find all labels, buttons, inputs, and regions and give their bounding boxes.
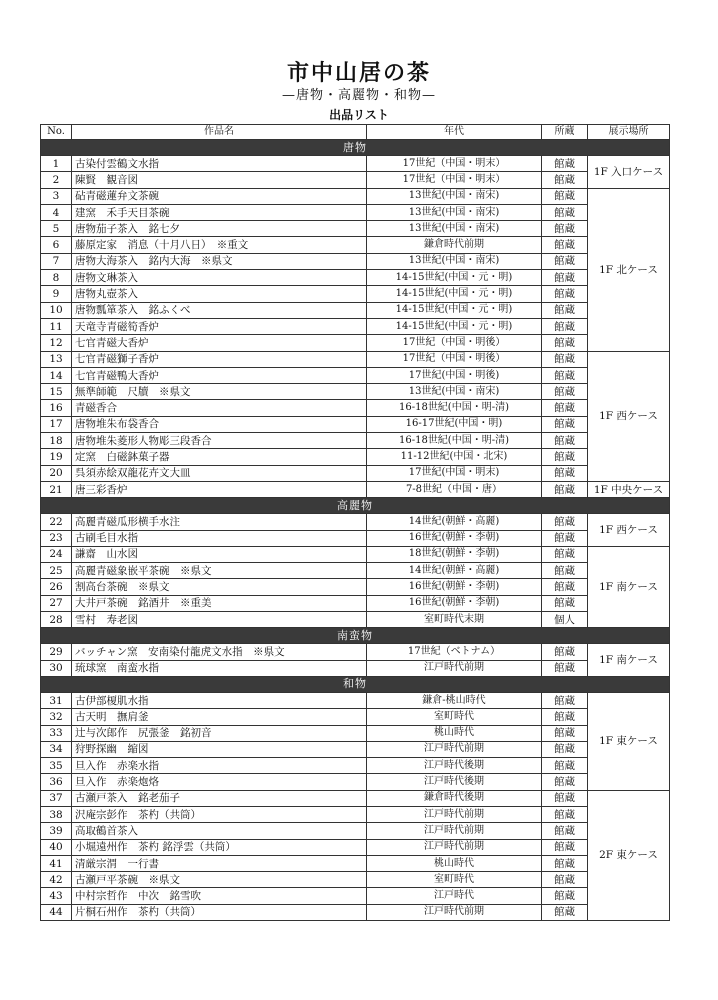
cell-era: 14-15世紀(中国・元・明) [367,318,542,334]
cell-location: 1F 北ケース [588,188,670,351]
cell-name: 辻与次郎作 尻張釜 銘初音 [72,725,367,741]
table-row [41,221,670,237]
cell-owner: 館蔵 [542,221,588,237]
cell-name: 古瀬戸茶入 銘老茄子 [72,790,367,806]
cell-no: 12 [41,335,72,351]
cell-name: 高取鶴首茶入 [72,823,367,839]
cell-no: 8 [41,270,72,286]
cell-era: 江戸時代後期 [367,774,542,790]
cell-era: 16世紀(朝鮮・李朝) [367,530,542,546]
cell-era: 13世紀(中国・南宋) [367,384,542,400]
cell-no: 19 [41,449,72,465]
cell-owner: 館蔵 [542,237,588,253]
cell-location: 1F 西ケース [588,351,670,481]
cell-era: 11-12世紀(中国・北宋) [367,449,542,465]
cell-era: 14世紀(朝鮮・高麗) [367,514,542,530]
cell-name: バッチャン窯 安南染付龍虎文水指 ※県文 [72,644,367,660]
cell-name: 七官青磁獅子香炉 [72,351,367,367]
cell-name: 砧青磁蓮弁文茶碗 [72,188,367,204]
table-row [41,790,670,806]
cell-name: 古天明 撫肩釜 [72,709,367,725]
cell-owner: 館蔵 [542,709,588,725]
cell-era: 13世紀(中国・南宋) [367,188,542,204]
table-row [41,286,670,302]
cell-name: 旦入作 赤楽水指 [72,758,367,774]
table-row [41,204,670,220]
column-header-owner: 所蔵 [542,125,588,140]
cell-no: 16 [41,400,72,416]
cell-owner: 館蔵 [542,530,588,546]
cell-no: 35 [41,758,72,774]
table-row [41,806,670,822]
cell-name: 無準師範 尺牘 ※県文 [72,384,367,400]
cell-owner: 館蔵 [542,481,588,497]
cell-era: 江戸時代後期 [367,758,542,774]
cell-name: 唐物文琳茶入 [72,270,367,286]
cell-no: 13 [41,351,72,367]
cell-name: 唐物丸壺茶入 [72,286,367,302]
cell-name: 唐物堆朱菱形人物彫三段香合 [72,433,367,449]
cell-no: 38 [41,806,72,822]
cell-no: 29 [41,644,72,660]
cell-era: 江戸時代前期 [367,806,542,822]
cell-owner: 館蔵 [542,253,588,269]
cell-no: 22 [41,514,72,530]
cell-no: 36 [41,774,72,790]
cell-name: 雪村 寿老図 [72,612,367,628]
cell-no: 6 [41,237,72,253]
cell-era: 江戸時代前期 [367,660,542,676]
cell-no: 23 [41,530,72,546]
cell-owner: 館蔵 [542,156,588,172]
cell-era: 17世紀（中国・明末） [367,172,542,188]
cell-era: 17世紀（中国・明末） [367,156,542,172]
table-row [41,465,670,481]
table-row [41,335,670,351]
cell-no: 41 [41,855,72,871]
cell-no: 28 [41,612,72,628]
column-header-era: 年代 [367,125,542,140]
cell-owner: 館蔵 [542,416,588,432]
cell-location: 1F 西ケース [588,514,670,547]
cell-era: 13世紀(中国・南宋) [367,221,542,237]
column-header-name: 作品名 [72,125,367,140]
cell-era: 16-17世紀(中国・明) [367,416,542,432]
table-row [41,660,670,676]
cell-era: 7-8世紀（中国・唐） [367,481,542,497]
cell-name: 清厳宗渭 一行書 [72,855,367,871]
cell-owner: 館蔵 [542,725,588,741]
table-row [41,530,670,546]
table-row [41,904,670,920]
cell-owner: 館蔵 [542,318,588,334]
cell-era: 17世紀(中国・明後) [367,367,542,383]
cell-era: 鎌倉-桃山時代 [367,692,542,708]
cell-no: 21 [41,481,72,497]
table-row [41,514,670,530]
cell-no: 14 [41,367,72,383]
cell-owner: 館蔵 [542,449,588,465]
table-row [41,872,670,888]
cell-name: 藤原定家 消息（十月八日） ※重文 [72,237,367,253]
cell-era: 14-15世紀(中国・元・明) [367,302,542,318]
cell-owner: 館蔵 [542,204,588,220]
table-row [41,351,670,367]
cell-owner: 館蔵 [542,400,588,416]
cell-no: 40 [41,839,72,855]
cell-no: 5 [41,221,72,237]
cell-era: 桃山時代 [367,725,542,741]
cell-era: 鎌倉時代後期 [367,790,542,806]
cell-era: 江戸時代前期 [367,741,542,757]
cell-era: 17世紀（中国・明後） [367,351,542,367]
table-row [41,758,670,774]
cell-name: 七官青磁大香炉 [72,335,367,351]
table-row [41,481,670,497]
cell-era: 14-15世紀(中国・元・明) [367,270,542,286]
section-header-row [41,140,670,156]
cell-no: 10 [41,302,72,318]
cell-no: 15 [41,384,72,400]
cell-name: 片桐石州作 茶杓（共筒） [72,904,367,920]
table-row [41,449,670,465]
cell-no: 17 [41,416,72,432]
cell-era: 14-15世紀(中国・元・明) [367,286,542,302]
cell-no: 44 [41,904,72,920]
table-row [41,433,670,449]
section-header-row [41,676,670,692]
cell-owner: 館蔵 [542,855,588,871]
table-header-row [41,125,670,140]
list-title: 出品リスト [329,108,389,122]
cell-location: 1F 入口ケース [588,156,670,189]
table-row [41,253,670,269]
table-row [41,546,670,562]
cell-owner: 館蔵 [542,823,588,839]
cell-owner: 館蔵 [542,692,588,708]
table-row [41,302,670,318]
table-row [41,563,670,579]
cell-name: 中村宗哲作 中次 銘雪吹 [72,888,367,904]
cell-era: 江戸時代 [367,888,542,904]
table-row [41,709,670,725]
cell-no: 27 [41,595,72,611]
cell-owner: 館蔵 [542,563,588,579]
cell-name: 割高台茶碗 ※県文 [72,579,367,595]
cell-owner: 館蔵 [542,270,588,286]
page-title: 市中山居の茶 [286,60,431,86]
cell-no: 34 [41,741,72,757]
cell-era: 江戸時代前期 [367,839,542,855]
table-body [41,140,670,921]
cell-owner: 個人 [542,612,588,628]
section-title: 高麗物 [41,498,670,514]
table-row [41,823,670,839]
column-header-no: No. [41,125,72,140]
table-row [41,188,670,204]
cell-name: 古染付雲鶴文水指 [72,156,367,172]
cell-era: 14世紀(朝鮮・高麗) [367,563,542,579]
cell-owner: 館蔵 [542,351,588,367]
cell-owner: 館蔵 [542,595,588,611]
cell-location: 2F 東ケース [588,790,670,920]
cell-owner: 館蔵 [542,758,588,774]
table-row [41,367,670,383]
cell-era: 18世紀(朝鮮・李朝) [367,546,542,562]
cell-location: 1F 中央ケース [588,481,670,497]
cell-no: 26 [41,579,72,595]
section-title: 南蛮物 [41,628,670,644]
cell-era: 室町時代末期 [367,612,542,628]
table-row [41,270,670,286]
cell-name: 唐物瓢箪茶入 銘ふくべ [72,302,367,318]
section-header-row [41,498,670,514]
cell-name: 唐物堆朱布袋香合 [72,416,367,432]
cell-era: 江戸時代前期 [367,823,542,839]
cell-no: 9 [41,286,72,302]
cell-name: 古瀬戸平茶碗 ※県文 [72,872,367,888]
cell-no: 30 [41,660,72,676]
cell-no: 32 [41,709,72,725]
cell-name: 古伊部榎肌水指 [72,692,367,708]
cell-name: 唐物大海茶入 銘内大海 ※県文 [72,253,367,269]
cell-owner: 館蔵 [542,335,588,351]
cell-owner: 館蔵 [542,839,588,855]
cell-location: 1F 南ケース [588,546,670,627]
cell-name: 呉須赤絵双龍花卉文大皿 [72,465,367,481]
cell-name: 七官青磁鴨大香炉 [72,367,367,383]
cell-no: 4 [41,204,72,220]
cell-era: 13世紀(中国・南宋) [367,253,542,269]
cell-no: 37 [41,790,72,806]
cell-name: 陳賢 観音図 [72,172,367,188]
table-row [41,741,670,757]
cell-owner: 館蔵 [542,546,588,562]
cell-location: 1F 南ケース [588,644,670,677]
cell-no: 3 [41,188,72,204]
cell-owner: 館蔵 [542,741,588,757]
cell-name: 狩野探幽 縮図 [72,741,367,757]
cell-no: 33 [41,725,72,741]
cell-owner: 館蔵 [542,774,588,790]
cell-owner: 館蔵 [542,367,588,383]
cell-owner: 館蔵 [542,433,588,449]
cell-no: 25 [41,563,72,579]
table-row [41,855,670,871]
cell-era: 17世紀(中国・明末) [367,465,542,481]
cell-name: 定窯 白磁鉢菓子器 [72,449,367,465]
table-row [41,839,670,855]
cell-era: 室町時代 [367,709,542,725]
cell-name: 古刷毛目水指 [72,530,367,546]
table-row [41,725,670,741]
cell-era: 鎌倉時代前期 [367,237,542,253]
cell-owner: 館蔵 [542,872,588,888]
table-row [41,595,670,611]
table-row [41,888,670,904]
cell-no: 24 [41,546,72,562]
table-row [41,612,670,628]
cell-name: 小堀遠州作 茶杓 銘浮雲（共筒） [72,839,367,855]
cell-name: 沢庵宗彭作 茶杓（共筒） [72,806,367,822]
cell-owner: 館蔵 [542,286,588,302]
cell-era: 16-18世紀(中国・明-清) [367,433,542,449]
cell-owner: 館蔵 [542,579,588,595]
cell-location: 1F 東ケース [588,692,670,790]
cell-name: 高麗青磁象嵌平茶碗 ※県文 [72,563,367,579]
section-title: 和物 [41,676,670,692]
cell-owner: 館蔵 [542,806,588,822]
cell-owner: 館蔵 [542,172,588,188]
cell-no: 18 [41,433,72,449]
cell-owner: 館蔵 [542,188,588,204]
page-subtitle: —唐物・高麗物・和物— [281,88,436,103]
cell-owner: 館蔵 [542,904,588,920]
cell-era: 13世紀(中国・南宋) [367,204,542,220]
cell-era: 16-18世紀(中国・明-清) [367,400,542,416]
section-title: 唐物 [41,140,670,156]
cell-name: 琉球窯 南蛮水指 [72,660,367,676]
cell-name: 唐物茄子茶入 銘七夕 [72,221,367,237]
table-row [41,692,670,708]
cell-no: 1 [41,156,72,172]
cell-no: 31 [41,692,72,708]
cell-era: 17世紀（中国・明後） [367,335,542,351]
column-header-location: 展示場所 [588,125,670,140]
cell-no: 20 [41,465,72,481]
table-row [41,384,670,400]
cell-era: 室町時代 [367,872,542,888]
table-row [41,400,670,416]
cell-no: 7 [41,253,72,269]
cell-no: 2 [41,172,72,188]
cell-name: 旦入作 赤楽炮烙 [72,774,367,790]
cell-era: 桃山時代 [367,855,542,871]
cell-name: 唐三彩香炉 [72,481,367,497]
cell-era: 16世紀(朝鮮・李朝) [367,579,542,595]
cell-owner: 館蔵 [542,790,588,806]
cell-no: 43 [41,888,72,904]
cell-no: 11 [41,318,72,334]
table-row [41,237,670,253]
cell-name: 大井戸茶碗 銘酒井 ※重美 [72,595,367,611]
cell-name: 謙齋 山水図 [72,546,367,562]
table-row [41,318,670,334]
table-row [41,579,670,595]
cell-name: 高麗青磁瓜形横手水注 [72,514,367,530]
table-row [41,416,670,432]
table-row [41,156,670,172]
cell-owner: 館蔵 [542,888,588,904]
section-header-row [41,628,670,644]
cell-name: 建窯 禾手天目茶碗 [72,204,367,220]
table-row [41,172,670,188]
cell-name: 青磁香合 [72,400,367,416]
cell-owner: 館蔵 [542,660,588,676]
cell-owner: 館蔵 [542,302,588,318]
table-row [41,774,670,790]
exhibit-list-table [40,124,670,921]
table-row [41,644,670,660]
cell-owner: 館蔵 [542,514,588,530]
cell-name: 天竜寺青磁筍香炉 [72,318,367,334]
cell-no: 39 [41,823,72,839]
cell-era: 江戸時代前期 [367,904,542,920]
cell-era: 17世紀（ベトナム） [367,644,542,660]
cell-owner: 館蔵 [542,384,588,400]
cell-no: 42 [41,872,72,888]
cell-owner: 館蔵 [542,644,588,660]
cell-era: 16世紀(朝鮮・李朝) [367,595,542,611]
cell-owner: 館蔵 [542,465,588,481]
